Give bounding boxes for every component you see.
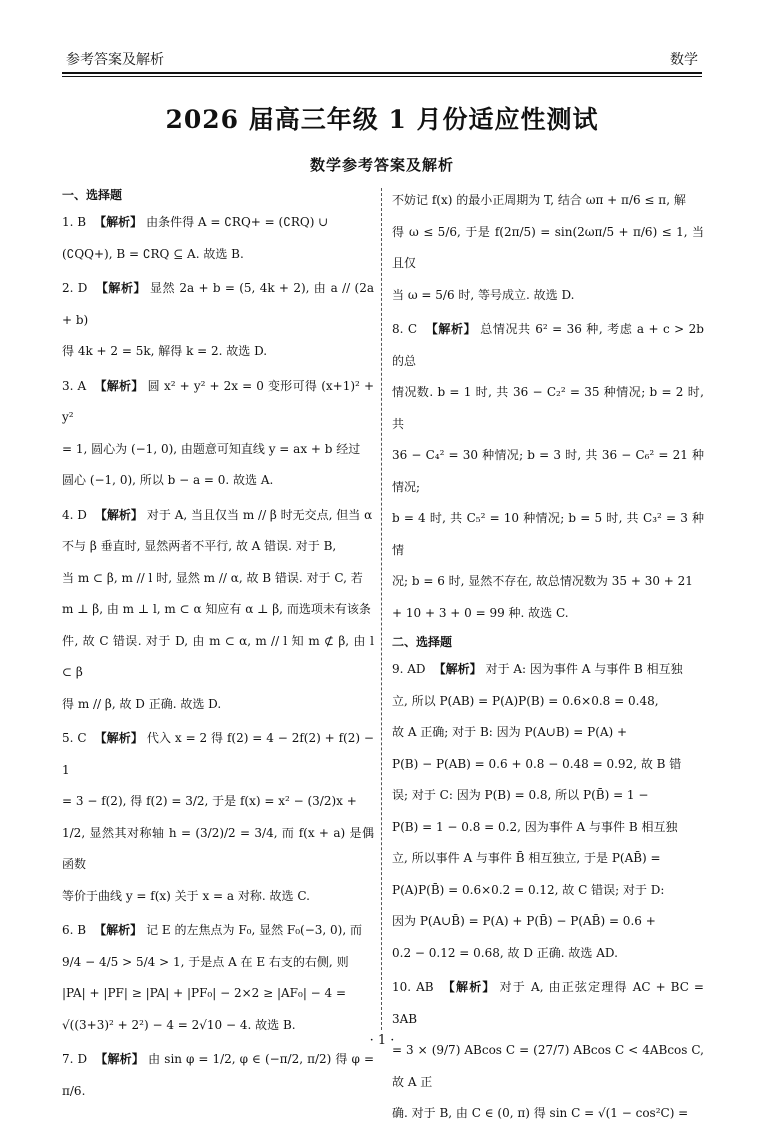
answer-text: (∁QQ+), B = ∁RQ ⊆ A. 故选 B.	[62, 246, 244, 261]
answer-line	[62, 434, 374, 466]
answer-text: 情况数. b = 1 时, 共 36 − C₂² = 35 种情况; b = 2 时, 共	[392, 385, 704, 431]
answer-line	[62, 881, 374, 913]
analysis-tag: 【解析】	[441, 980, 496, 994]
answer-text: 总情况共 6² = 36 种, 考虑 a + c > 2b 的总	[392, 322, 704, 368]
answer-number: 8. C	[392, 322, 418, 336]
answer-text: 等价于曲线 y = f(x) 关于 x = a 对称. 故选 C.	[62, 888, 310, 903]
answer-line	[62, 594, 374, 626]
answer-text: 得 ω ≤ 5/6, 于是 f(2π/5) = sin(2ωπ/5 + π/6) ≤ 1, 当且仅	[392, 224, 704, 270]
answer-text: 不与 β 垂直时, 显然两者不平行, 故 A 错误. 对于 B,	[62, 539, 337, 553]
answer-item	[62, 273, 374, 368]
answer-list	[392, 654, 704, 1130]
answer-item	[62, 915, 374, 1041]
answer-line	[62, 947, 374, 979]
answer-line	[392, 280, 704, 312]
answer-line	[62, 371, 374, 434]
analysis-tag: 【解析】	[94, 923, 143, 937]
answer-line	[62, 239, 374, 271]
answer-line	[392, 503, 704, 566]
answer-line	[392, 377, 704, 440]
answer-line	[62, 786, 374, 818]
answer-text: P(B) = 1 − 0.8 = 0.2, 因为事件 A 与事件 B 相互独	[392, 819, 678, 834]
answer-line	[62, 978, 374, 1010]
right-column	[392, 185, 704, 1133]
answer-number: 2. D	[62, 281, 88, 295]
answer-line	[62, 465, 374, 497]
answer-text: 36 − C₄² = 30 种情况; b = 3 时, 共 36 − C₆² = 21 种情况;	[392, 448, 704, 494]
answer-number: 6. B	[62, 923, 87, 937]
answer-item	[62, 500, 374, 721]
answer-line	[62, 336, 374, 368]
header-left: 参考答案及解析	[66, 52, 164, 68]
answer-text: 当 ω = 5/6 时, 等号成立. 故选 D.	[392, 287, 575, 302]
answer-line	[62, 689, 374, 721]
answer-item	[62, 207, 374, 270]
answer-text: 1/2, 显然其对称轴 h = (3/2)/2 = 3/4, 而 f(x + a) 是偶函数	[62, 825, 374, 871]
answer-number: 5. C	[62, 731, 87, 745]
answer-line	[62, 500, 374, 532]
answer-text: 记 E 的左焦点为 F₀, 显然 F₀(−3, 0), 而	[146, 923, 362, 937]
page-title: 2026 届高三年级 1 月份适应性测试	[165, 105, 599, 134]
answer-text: |PA| + |PF| ≥ |PA| + |PF₀| − 2×2 ≥ |AF₀| − 4 =	[62, 986, 347, 1000]
column-divider	[381, 188, 382, 1030]
answer-number: 1. B	[62, 215, 87, 229]
answer-text: 9/4 − 4/5 > 5/4 > 1, 于是点 A 在 E 右支的右侧, 则	[62, 954, 349, 969]
analysis-tag: 【解析】	[433, 662, 482, 676]
analysis-tag: 【解析】	[94, 378, 144, 393]
answer-line	[392, 314, 704, 377]
page-number: · 1 ·	[369, 1033, 395, 1048]
answer-text: 显然 2a + b = (5, 4k + 2), 由 a // (2a + b)	[62, 281, 374, 327]
analysis-tag: 【解析】	[94, 507, 143, 522]
analysis-tag: 【解析】	[95, 1052, 145, 1066]
answer-number: 4. D	[62, 507, 87, 522]
answer-line	[62, 207, 374, 239]
answer-text: 件, 故 C 错误. 对于 D, 由 m ⊂ α, m // l 知 m ⊄ β, 由 l ⊂ β	[62, 633, 374, 679]
answer-item	[62, 723, 374, 912]
answer-line	[62, 531, 374, 563]
answer-line	[392, 185, 704, 217]
answer-line	[392, 566, 704, 598]
left-column	[62, 185, 374, 1110]
answer-item	[62, 1044, 374, 1107]
answer-text: 况; b = 6 时, 显然不存在, 故总情况数为 35 + 30 + 21	[392, 574, 693, 588]
answer-item	[392, 654, 704, 969]
answer-text: = 3 − f(2), 得 f(2) = 3/2, 于是 f(x) = x² − (3/2)x +	[62, 794, 357, 808]
answer-text: 因为 P(A∪B̄) = P(A) + P(B̄) − P(AB̄) = 0.6 +	[392, 914, 656, 928]
answer-line	[62, 1044, 374, 1107]
answer-list	[62, 207, 374, 1107]
answer-list	[392, 185, 704, 629]
section-heading: 二、选择题	[392, 635, 453, 649]
answer-text: √((3+3)² + 2²) − 4 = 2√10 − 4. 故选 B.	[62, 1017, 296, 1032]
answer-line	[392, 843, 704, 875]
answer-text: P(B) − P(AB) = 0.6 + 0.8 − 0.48 = 0.92, 故 B 错	[392, 756, 682, 771]
answer-text: 由条件得 A = ∁RQ+ = (∁RQ) ∪	[146, 215, 329, 229]
answer-text: + 10 + 3 + 0 = 99 种. 故选 C.	[392, 605, 569, 620]
answer-text: = 3 × (9/7) ABcos C = (27/7) ABcos C < 4ABcos C, 故 A 正	[392, 1043, 704, 1089]
answer-item	[392, 972, 704, 1130]
analysis-tag: 【解析】	[94, 731, 143, 745]
answer-text: 0.2 − 0.12 = 0.68, 故 D 正确. 故选 AD.	[392, 945, 618, 960]
answer-line	[392, 440, 704, 503]
answer-text: 立, 所以事件 A 与事件 B̄ 相互独立, 于是 P(AB̄) =	[392, 851, 661, 865]
answer-text: 不妨记 f(x) 的最小正周期为 T, 结合 ωπ + π/6 ≤ π, 解	[392, 193, 686, 207]
answer-line	[392, 1098, 704, 1130]
answer-line	[62, 563, 374, 595]
answer-line	[392, 812, 704, 844]
answer-number: 3. A	[62, 378, 87, 393]
answer-line	[392, 906, 704, 938]
answer-text: 由 sin φ = 1/2, φ ∈ (−π/2, π/2) 得 φ = π/6.	[62, 1052, 374, 1098]
answer-item	[62, 371, 374, 497]
answer-item	[392, 185, 704, 311]
answer-line	[392, 654, 704, 686]
answer-text: 确. 对于 B, 由 C ∈ (0, π) 得 sin C = √(1 − cos²C) =	[392, 1106, 689, 1120]
header-right: 数学	[670, 52, 698, 68]
section-heading: 一、选择题	[62, 188, 123, 202]
answer-line	[62, 915, 374, 947]
answer-line	[392, 938, 704, 970]
analysis-tag: 【解析】	[95, 281, 146, 295]
answer-line	[62, 818, 374, 881]
answer-line	[62, 273, 374, 336]
answer-line	[392, 875, 704, 907]
header-rule	[62, 72, 702, 74]
answer-line	[392, 217, 704, 280]
answer-text: 代入 x = 2 得 f(2) = 4 − 2f(2) + f(2) − 1	[62, 731, 374, 777]
analysis-tag: 【解析】	[94, 215, 143, 229]
answer-text: 对于 A: 因为事件 A 与事件 B 相互独	[485, 662, 683, 676]
answer-line	[392, 780, 704, 812]
answer-line	[392, 717, 704, 749]
answer-text: 得 4k + 2 = 5k, 解得 k = 2. 故选 D.	[62, 344, 268, 358]
header-rule-thin	[62, 76, 702, 77]
answer-text: 故 A 正确; 对于 B: 因为 P(A∪B) = P(A) +	[392, 725, 628, 739]
answer-item	[392, 314, 704, 629]
answer-line	[392, 598, 704, 630]
answer-text: 圆心 (−1, 0), 所以 b − a = 0. 故选 A.	[62, 473, 274, 487]
answer-line	[392, 749, 704, 781]
answer-line	[62, 626, 374, 689]
answer-line	[392, 972, 704, 1035]
answer-number: 7. D	[62, 1052, 88, 1066]
answer-text: 圆 x² + y² + 2x = 0 变形可得 (x+1)² + y²	[62, 378, 374, 424]
answer-text: 误; 对于 C: 因为 P(B) = 0.8, 所以 P(B̄) = 1 −	[392, 788, 649, 802]
answer-text: 当 m ⊂ β, m // l 时, 显然 m // α, 故 B 错误. 对于 C, 若	[62, 570, 363, 585]
answer-text: P(A)P(B̄) = 0.6×0.2 = 0.12, 故 C 错误; 对于 D:	[392, 882, 665, 897]
answer-text: b = 4 时, 共 C₅² = 10 种情况; b = 5 时, 共 C₃² = 3 种情	[392, 511, 704, 557]
answer-text: = 1, 圆心为 (−1, 0), 由题意可知直线 y = ax + b 经过	[62, 441, 361, 456]
answer-text: 对于 A, 当且仅当 m // β 时无交点, 但当 α	[146, 507, 373, 522]
page-subtitle: 数学参考答案及解析	[309, 156, 454, 174]
answer-number: 10. AB	[392, 980, 434, 994]
answer-number: 9. AD	[392, 662, 426, 676]
answer-line	[62, 723, 374, 786]
answer-text: 得 m // β, 故 D 正确. 故选 D.	[62, 696, 222, 711]
answer-text: 立, 所以 P(AB) = P(A)P(B) = 0.6×0.8 = 0.48,	[392, 693, 659, 708]
analysis-tag: 【解析】	[425, 322, 477, 336]
answer-text: 对于 A, 由正弦定理得 AC + BC = 3AB	[392, 980, 704, 1026]
answer-line	[392, 686, 704, 718]
answer-text: m ⊥ β, 由 m ⊥ l, m ⊂ α 知应有 α ⊥ β, 而选项未有该条	[62, 602, 371, 616]
